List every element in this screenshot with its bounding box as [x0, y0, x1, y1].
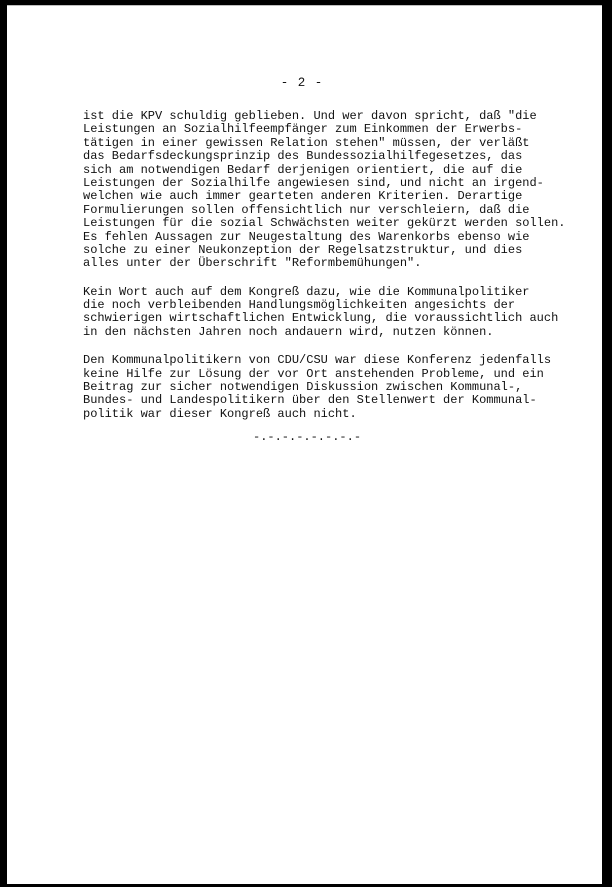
- text-line: schwierigen wirtschaftlichen Entwicklung, die voraussichtlich auch: [83, 311, 559, 326]
- text-line: keine Hilfe zur Lösung der vor Ort anstehenden Probleme, und ein: [83, 366, 544, 381]
- text-line: ist die KPV schuldig geblieben. Und wer davon spricht, daß "die: [83, 109, 537, 123]
- document-body: [83, 110, 583, 436]
- text-line: alles unter der Überschrift "Reformbemühungen".: [83, 256, 422, 271]
- text-line: Formulierungen sollen offensichtlich nur verschleiern, daß die: [83, 202, 530, 217]
- text-line: Es fehlen Aussagen zur Neugestaltung des Warenkorbs ebenso wie: [83, 229, 530, 244]
- paragraph-2: [83, 286, 583, 340]
- document-page: [7, 5, 602, 884]
- text-line: Bundes- und Landespolitikern über den Stellenwert der Kommunal-: [83, 393, 537, 408]
- text-line: in den nächsten Jahren noch andauern wird, nutzen können.: [83, 324, 494, 339]
- text-line: politik war dieser Kongreß auch nicht.: [83, 406, 357, 421]
- text-line: solche zu einer Neukonzeption der Regelsatzstruktur, und dies: [83, 242, 523, 257]
- page-number: - 2 -: [280, 76, 324, 90]
- text-line: das Bedarfsdeckungsprinzip des Bundessozialhilfegesetzes, das: [83, 149, 523, 164]
- text-line: welchen wie auch immer gearteten anderen Kriterien. Derartige: [83, 189, 523, 204]
- text-line: Kein Wort auch auf dem Kongreß dazu, wie die Kommunalpolitiker: [83, 284, 530, 299]
- text-line: Den Kommunalpolitikern von CDU/CSU war diese Konferenz jedenfalls: [83, 353, 552, 368]
- paragraph-3: [83, 354, 583, 421]
- text-line: sich am notwendigen Bedarf derjenigen orientiert, die auf die: [83, 162, 523, 177]
- text-line: tätigen in einer gewissen Relation stehen" müssen, der verläßt: [83, 135, 530, 150]
- text-line: die noch verbleibenden Handlungsmöglichkeiten angesichts der: [83, 298, 516, 313]
- paragraph-1: [83, 110, 583, 271]
- text-line: Beitrag zur sicher notwendigen Diskussion zwischen Kommunal-,: [83, 380, 523, 395]
- text-line: Leistungen für die sozial Schwächsten weiter gekürzt werden sollen.: [83, 216, 566, 231]
- text-line: Leistungen der Sozialhilfe angewiesen sind, und nicht an irgend-: [83, 175, 544, 190]
- text-line: Leistungen an Sozialhilfeempfänger zum Einkommen der Erwerbs-: [83, 122, 523, 137]
- end-separator: -.-.-.-.-.-.-.-: [253, 430, 362, 444]
